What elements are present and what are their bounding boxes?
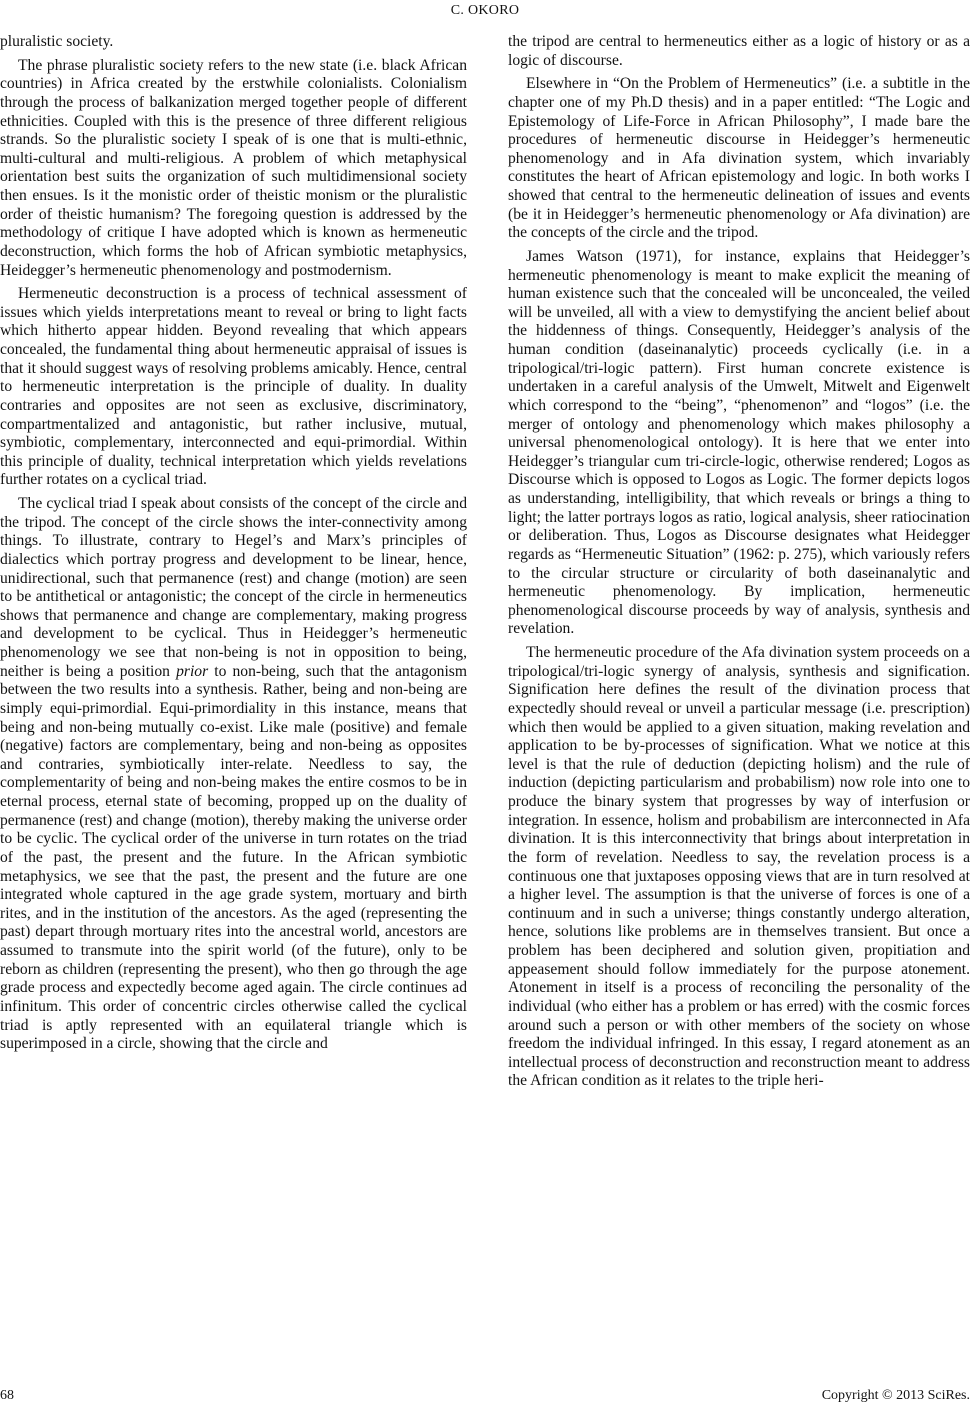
copyright-notice: Copyright © 2013 SciRes.	[821, 1388, 970, 1403]
paragraph: Hermeneutic deconstruction is a process of technical assessment of issues which yields interpretations meant to reveal or bring to light facts which hitherto appear hidden. Beyond revealing that which appears concealed, the fundamental thing about hermeneutic appraisal of issues is that it should suggest ways of resolving problems amicably. Hence, central to hermeneutic interpretation is the principle of duality. In duality contraries and opposites are not seen as exclusive, discriminatory, compartmentalized and antagonistic, but rather inclusive, mutual, symbiotic, complementary, interconnected and equi-primordial. Within this principle of duality, technical interpretation which yields revelations further rotates on a cyclical triad.	[0, 285, 467, 489]
text-run: The cyclical triad I speak about consists of the concept of the circle and the tripod. The concept of the circle shows the inter-connectivity among things. To illustrate, contrary to Hegel’s and Marx’s principles of dialectics which portray progress and development to be linear, hence, unidirectional, such that permanence (rest) and change (motion) are seen to be antithetical or antagonistic; the concept of the circle in hermeneutics shows that permanence and change are complementary, making progress and development to be cyclical. Thus in Heidegger’s hermeneutic phenomenology we see that non-being is not in opposition to being, neither is being a position	[0, 495, 467, 680]
paragraph: The hermeneutic procedure of the Afa divination system proceeds on a tripological/tri-logic synergy of analysis, synthesis and signification. Signification here defines the result of the divination process that expectedly should reveal or unveil a particular message (i.e. prescription) which then would be applied to a given situation, making revelation and application to be by-processes of signification. What we notice at this level is that the rule of deduction (depicting holism) and the rule of induction (depicting particularism and probabilism) now role into one to produce the binary system that progresses by way of interfusion or integration. In essence, holism and probabilism are interconnected in Afa divination. It is this interconnectivity that brings about interpretation in the form of revelation. Needless to say, the revelation process is a continuous one that juxtaposes opposing views that are in turn resolved at a higher level. The assumption is that the universe of forces is one of a continuum and in such a universe; things constantly undergo alteration, hence, solutions like problems are in themselves transient. But once a problem has been deciphered and solution given, propitiation and appeasement should follow immediately for the purpose atonement. Atonement in itself is a process of reconciling the personality of the individual (who either has a problem or has erred) with the cosmic forces around such a person or with other members of the society on whose freedom the individual infringed. In this essay, I regard atonement as an intellectual process of deconstruction and reconstruction meant to address the African condition as it relates to the triple heri-	[508, 644, 970, 1090]
italic-term: prior	[176, 662, 209, 680]
paragraph: Elsewhere in “On the Problem of Hermeneutics” (i.e. a subtitle in the chapter one of my Ph.D thesis) and in a paper entitled: “The Logic and Epistemology of Life-Force in African Philosophy”, I made bare the procedures of hermeneutic discourse in Heidegger’s hermeneutic phenomenology and in Afa divination system, which invariably constitutes the heart of African epistemology and logic. In both works I showed that central to the hermeneutic delineation of issues and events (be it in Heidegger’s hermeneutic phenomenology or Afa divination) are the concepts of the circle and the tripod.	[508, 75, 970, 242]
paragraph: The phrase pluralistic society refers to the new state (i.e. black African countries) in Africa created by the erstwhile colonialists. Colonialism through the process of balkanization merged together people of different ethnicities. Coupled with this is the presence of three different religious strands. So the pluralistic society I speak of is one that is multi-ethnic, multi-cultural and multi-religious. A problem of which metaphysical orientation best suits the organization of such multidimensional society then ensues. Is it the monistic order of theistic monism or the pluralistic order of theistic humanism? The foregoing question is addressed by the methodology of critique I have adopted which is known as hermeneutic deconstruction, which forms the hob of African symbiotic metaphysics, Heidegger’s hermeneutic phenomenology and postmodernism.	[0, 56, 467, 279]
paragraph: pluralistic society.	[0, 33, 114, 50]
page-number: 68	[0, 1388, 14, 1403]
text-run: to non-being, such that the antagonism between the two results into a synthesis. Rather, being and non-being are simply equi-primordial. Equi-primordiality in this instance, means that being and non-being mutually co-exist. Like male (positive) and female (negative) factors are complementary, being and non-being as opposites and contraries, symbiotically inter-relate. Needless to say, the complementarity of being and non-being makes the entire cosmos to be in eternal process, eternal state of becoming, propped up on the duality of permanence (rest) and change (motion), thereby making the universe order to be cyclic. The cyclical order of the universe in turn rotates on the triad of the past, the present and the future. In the African symbiotic metaphysics, we see that the past, the present and the future are one integrated whole captured in the age grade system, mortuary and birth rites, and in the institution of the ancestors. As the aged (representing the past) depart through mortuary rites into the ancestral world, ancestors are assumed to transmute into the spirit world (of the future), only to be reborn as children (representing the present), who then go through the age grade process and expectedly become aged again. The circle continues ad infinitum. This order of concentric circles otherwise called the cyclical triad is aptly represented with an equilateral triangle which is superimposed in a circle, showing that the circle and	[0, 662, 467, 1053]
right-column	[508, 33, 970, 1091]
paragraph	[0, 495, 467, 1054]
paragraph: James Watson (1971), for instance, explains that Heidegger’s hermeneutic phenomenology is meant to make explicit the meaning of human existence such that the concealed will be unconcealed, the veiled will be unveiled, all with a view to demystifying the ancient belief about the hiddenness of things. Consequently, Heidegger’s analysis of the human condition (daseinanalytic) proceeds cyclically (i.e. in a tripological/tri-logic pattern). First human concrete existence is undertaken in a careful analysis of the Umwelt, Mitwelt and Eigenwelt which correspond to the “being”, “phenomenon” and “logos” (i.e. the merger of ontology and phenomenology which makes philosophy a universal phenomenological ontology). It is here that we enter into Heidegger’s triangular cum tri-circle-logic, otherwise rendered; Logos as Discourse which is opposed to Logos as Logic. The former depicts logos as understanding, intelligibility, that which reveals or brings a thing to light; the latter portrays logos as ratio, logical analysis, sheer ratiocination or deliberation. Thus, Logos as Discourse designates what Heidegger regards as “Hermeneutic Situation” (1962: p. 275), which variously refers to the circular structure or circularity of both daseinanalytic and hermeneutic phenomenology. By implication, hermeneutic phenomenological discourse proceeds by way of analysis, synthesis and revelation.	[508, 247, 970, 638]
paragraph: the tripod are central to hermeneutics either as a logic of history or as a logic of discourse.	[508, 33, 970, 69]
running-head: C. OKORO	[450, 3, 520, 18]
left-column	[0, 33, 467, 1054]
